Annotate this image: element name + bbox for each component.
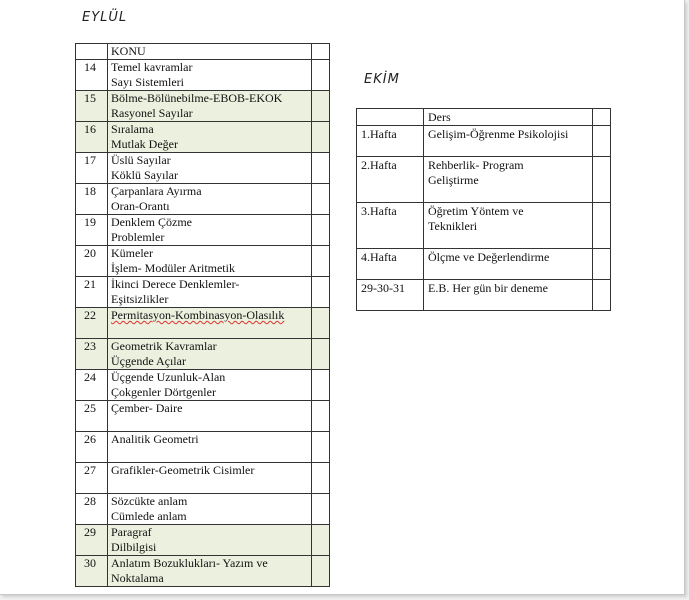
ekim-header-week-cell — [357, 109, 424, 126]
row-extra-cell — [593, 126, 611, 157]
topic-line-2: İşlem- Modüler Aritmetik — [111, 261, 235, 275]
table-row — [76, 215, 330, 246]
row-extra-cell — [312, 277, 330, 308]
row-topic — [108, 339, 312, 370]
row-topic — [108, 494, 312, 525]
topic-line-1: Denklem Çözme — [111, 215, 192, 229]
table-row — [76, 370, 330, 401]
topic-line-1: Kümeler — [111, 246, 153, 260]
eylul-table — [75, 43, 330, 587]
topic-line-1: Sıralama — [111, 122, 154, 136]
row-extra-cell — [593, 249, 611, 280]
row-extra-cell — [312, 60, 330, 91]
course-line-1: Öğretim Yöntem ve — [428, 204, 524, 218]
topic-line-2: Cümlede anlam — [111, 509, 187, 523]
row-extra-cell — [312, 153, 330, 184]
row-extra-cell — [312, 91, 330, 122]
table-row — [76, 153, 330, 184]
table-row — [357, 157, 611, 203]
table-row — [76, 339, 330, 370]
topic-line-1: Grafikler-Geometrik Cisimler — [111, 463, 255, 477]
row-topic — [108, 525, 312, 556]
row-week: 1.Hafta — [357, 126, 424, 157]
row-topic — [108, 215, 312, 246]
row-topic — [108, 246, 312, 277]
table-row — [76, 525, 330, 556]
table-row — [76, 556, 330, 587]
table-row — [357, 126, 611, 157]
row-topic — [108, 308, 312, 339]
course-line-1: Rehberlik- Program — [428, 158, 524, 172]
eylul-header-extra-cell — [312, 44, 330, 60]
ekim-header-row — [357, 109, 611, 126]
topic-line-2: Eşitsizlikler — [111, 292, 169, 306]
topic-line-1: Analitik Geometri — [111, 432, 199, 446]
topic-line-2: Çokgenler Dörtgenler — [111, 385, 216, 399]
topic-line-2: Rasyonel Sayılar — [111, 106, 193, 120]
row-week: 3.Hafta — [357, 203, 424, 249]
topic-line-2: Noktalama — [111, 571, 164, 585]
row-number: 22 — [76, 308, 108, 339]
table-row — [76, 463, 330, 494]
row-topic — [108, 370, 312, 401]
row-number: 18 — [76, 184, 108, 215]
table-row — [76, 91, 330, 122]
row-topic — [108, 153, 312, 184]
row-course — [424, 203, 593, 249]
row-topic — [108, 432, 312, 463]
row-course — [424, 157, 593, 203]
row-week: 2.Hafta — [357, 157, 424, 203]
row-number: 28 — [76, 494, 108, 525]
row-number: 29 — [76, 525, 108, 556]
row-number: 19 — [76, 215, 108, 246]
topic-line-2: Mutlak Değer — [111, 137, 178, 151]
row-topic — [108, 184, 312, 215]
row-extra-cell — [312, 370, 330, 401]
row-extra-cell — [312, 401, 330, 432]
table-row — [76, 494, 330, 525]
row-topic — [108, 556, 312, 587]
topic-line-2: Üçgende Açılar — [111, 354, 186, 368]
topic-line-1: Bölme-Bölünebilme-EBOB-EKOK — [111, 91, 283, 105]
row-extra-cell — [593, 280, 611, 311]
table-row — [357, 280, 611, 311]
topic-line-1: Sözcükte anlam — [111, 494, 188, 508]
row-extra-cell — [312, 308, 330, 339]
row-number: 16 — [76, 122, 108, 153]
eylul-header-row — [76, 44, 330, 60]
row-number: 21 — [76, 277, 108, 308]
row-number: 24 — [76, 370, 108, 401]
row-extra-cell — [312, 463, 330, 494]
row-topic — [108, 60, 312, 91]
course-line-2: Teknikleri — [428, 219, 478, 233]
topic-line-2: Oran-Orantı — [111, 199, 170, 213]
row-extra-cell — [312, 215, 330, 246]
row-extra-cell — [312, 432, 330, 463]
topic-line-1: Anlatım Bozuklukları- Yazım ve — [111, 556, 268, 570]
ekim-table — [356, 108, 611, 311]
row-topic — [108, 91, 312, 122]
row-number: 30 — [76, 556, 108, 587]
row-extra-cell — [312, 122, 330, 153]
table-row — [76, 308, 330, 339]
table-row — [76, 432, 330, 463]
row-course — [424, 249, 593, 280]
row-course — [424, 280, 593, 311]
row-number: 17 — [76, 153, 108, 184]
topic-line-2: Dilbilgisi — [111, 540, 157, 554]
row-week: 29-30-31 — [357, 280, 424, 311]
topic-line-2: Köklü Sayılar — [111, 168, 178, 182]
eylul-heading: EYLÜL — [82, 10, 128, 25]
row-number: 27 — [76, 463, 108, 494]
row-extra-cell — [593, 203, 611, 249]
row-extra-cell — [312, 556, 330, 587]
row-extra-cell — [312, 494, 330, 525]
topic-line-1: Çarpanlara Ayırma — [111, 184, 202, 198]
topic-line-2: Sayı Sistemleri — [111, 75, 184, 89]
course-line-1: E.B. Her gün bir deneme — [428, 281, 548, 295]
table-row — [76, 60, 330, 91]
row-number: 14 — [76, 60, 108, 91]
table-row — [357, 203, 611, 249]
row-topic — [108, 401, 312, 432]
row-extra-cell — [593, 157, 611, 203]
row-extra-cell — [312, 184, 330, 215]
row-topic — [108, 277, 312, 308]
ekim-header-ders: Ders — [424, 109, 593, 126]
row-topic — [108, 122, 312, 153]
topic-line-1: Üçgende Uzunluk-Alan — [111, 370, 226, 384]
row-extra-cell — [312, 339, 330, 370]
row-number: 20 — [76, 246, 108, 277]
ekim-heading: EKİM — [364, 72, 400, 87]
table-row — [76, 122, 330, 153]
topic-line-1: Paragraf — [111, 525, 152, 539]
ekim-header-extra-cell — [593, 109, 611, 126]
row-topic — [108, 463, 312, 494]
course-line-2: Geliştirme — [428, 173, 479, 187]
table-row — [76, 246, 330, 277]
topic-line-1: Çember- Daire — [111, 401, 183, 415]
eylul-header-num-cell — [76, 44, 108, 60]
row-week: 4.Hafta — [357, 249, 424, 280]
row-extra-cell — [312, 246, 330, 277]
row-course — [424, 126, 593, 157]
topic-line-1: İkinci Derece Denklemler- — [111, 277, 240, 291]
row-number: 26 — [76, 432, 108, 463]
course-line-1: Gelişim-Öğrenme Psikolojisi — [428, 127, 569, 141]
eylul-header-konu: KONU — [108, 44, 312, 60]
table-row — [76, 184, 330, 215]
topic-line-2: Problemler — [111, 230, 165, 244]
topic-line-1: Üslü Sayılar — [111, 153, 171, 167]
table-row — [76, 401, 330, 432]
row-extra-cell — [312, 525, 330, 556]
topic-line-1: Temel kavramlar — [111, 60, 193, 74]
table-row — [76, 277, 330, 308]
row-number: 25 — [76, 401, 108, 432]
topic-line-1: Permitasyon-Kombinasyon-Olasılık — [111, 308, 285, 322]
table-row — [357, 249, 611, 280]
row-number: 15 — [76, 91, 108, 122]
topic-line-1: Geometrik Kavramlar — [111, 339, 217, 353]
course-line-1: Ölçme ve Değerlendirme — [428, 250, 550, 264]
row-number: 23 — [76, 339, 108, 370]
